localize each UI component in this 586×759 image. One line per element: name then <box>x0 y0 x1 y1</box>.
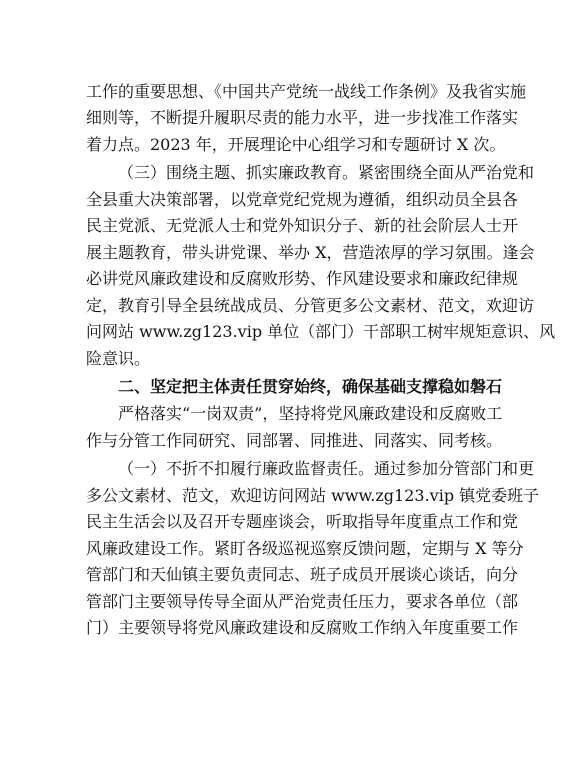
paragraph-line: 必讲党风廉政建设和反腐败形势、作风建设要求和廉政纪律规 <box>86 269 519 288</box>
paragraph-line: 严格落实“一岗双责”，坚持将党风廉政建设和反腐败工 <box>118 404 503 423</box>
paragraph-line: 定，教育引导全县统战成员、分管更多公文素材、范文，欢迎访 <box>86 296 535 315</box>
section-heading-line: （一）不折不扣履行廉政监督责任。通过参加分管部门和更 <box>118 459 535 478</box>
paragraph-line: 全县重大决策部署，以党章党纪党规为遵循，组织动员全县各 <box>86 190 519 209</box>
paragraph-line: 险意识。 <box>86 349 151 368</box>
paragraph-line: 展主题教育，带头讲党课、举办 X，营造浓厚的学习氛围。逢会 <box>86 243 535 262</box>
paragraph-line: 门）主要领导将党风廉政建设和反腐败工作纳入年度重要工作 <box>86 618 519 637</box>
paragraph-line: 问网站 www.zg123.vip 单位（部门）干部职工树牢规矩意识、风 <box>86 322 556 341</box>
paragraph-line: 细则等，不断提升履职尽责的能力水平，进一步找准工作落实 <box>86 108 519 127</box>
paragraph-line: 民主生活会以及召开专题座谈会，听取指导年度重点工作和党 <box>86 512 519 531</box>
paragraph-line: 风廉政建设工作。紧盯各级巡视巡察反馈问题，定期与 X 等分 <box>86 539 524 558</box>
paragraph-line: 多公文素材、范文，欢迎访问网站 www.zg123.vip 镇党委班子 <box>86 486 540 505</box>
paragraph-line: 管部门主要领导传导全面从严治党责任压力，要求各单位（部 <box>86 592 519 611</box>
section-heading-line: （三）围绕主题、抓实廉政教育。紧密围绕全面从严治党和 <box>118 163 535 182</box>
chapter-heading: 二、坚定把主体责任贯穿始终，确保基础支撑稳如磐石 <box>118 377 503 396</box>
paragraph-line: 管部门和天仙镇主要负责同志、班子成员开展谈心谈话，向分 <box>86 565 519 584</box>
paragraph-line: 作与分管工作同研究、同部署、同推进、同落实、同考核。 <box>86 431 503 450</box>
paragraph-line: 着力点。2023 年，开展理论中心组学习和专题研讨 X 次。 <box>86 135 506 154</box>
paragraph-line: 民主党派、无党派人士和党外知识分子、新的社会阶层人士开 <box>86 216 519 235</box>
paragraph-line: 工作的重要思想、《中国共产党统一战线工作条例》及我省实施 <box>86 82 527 101</box>
